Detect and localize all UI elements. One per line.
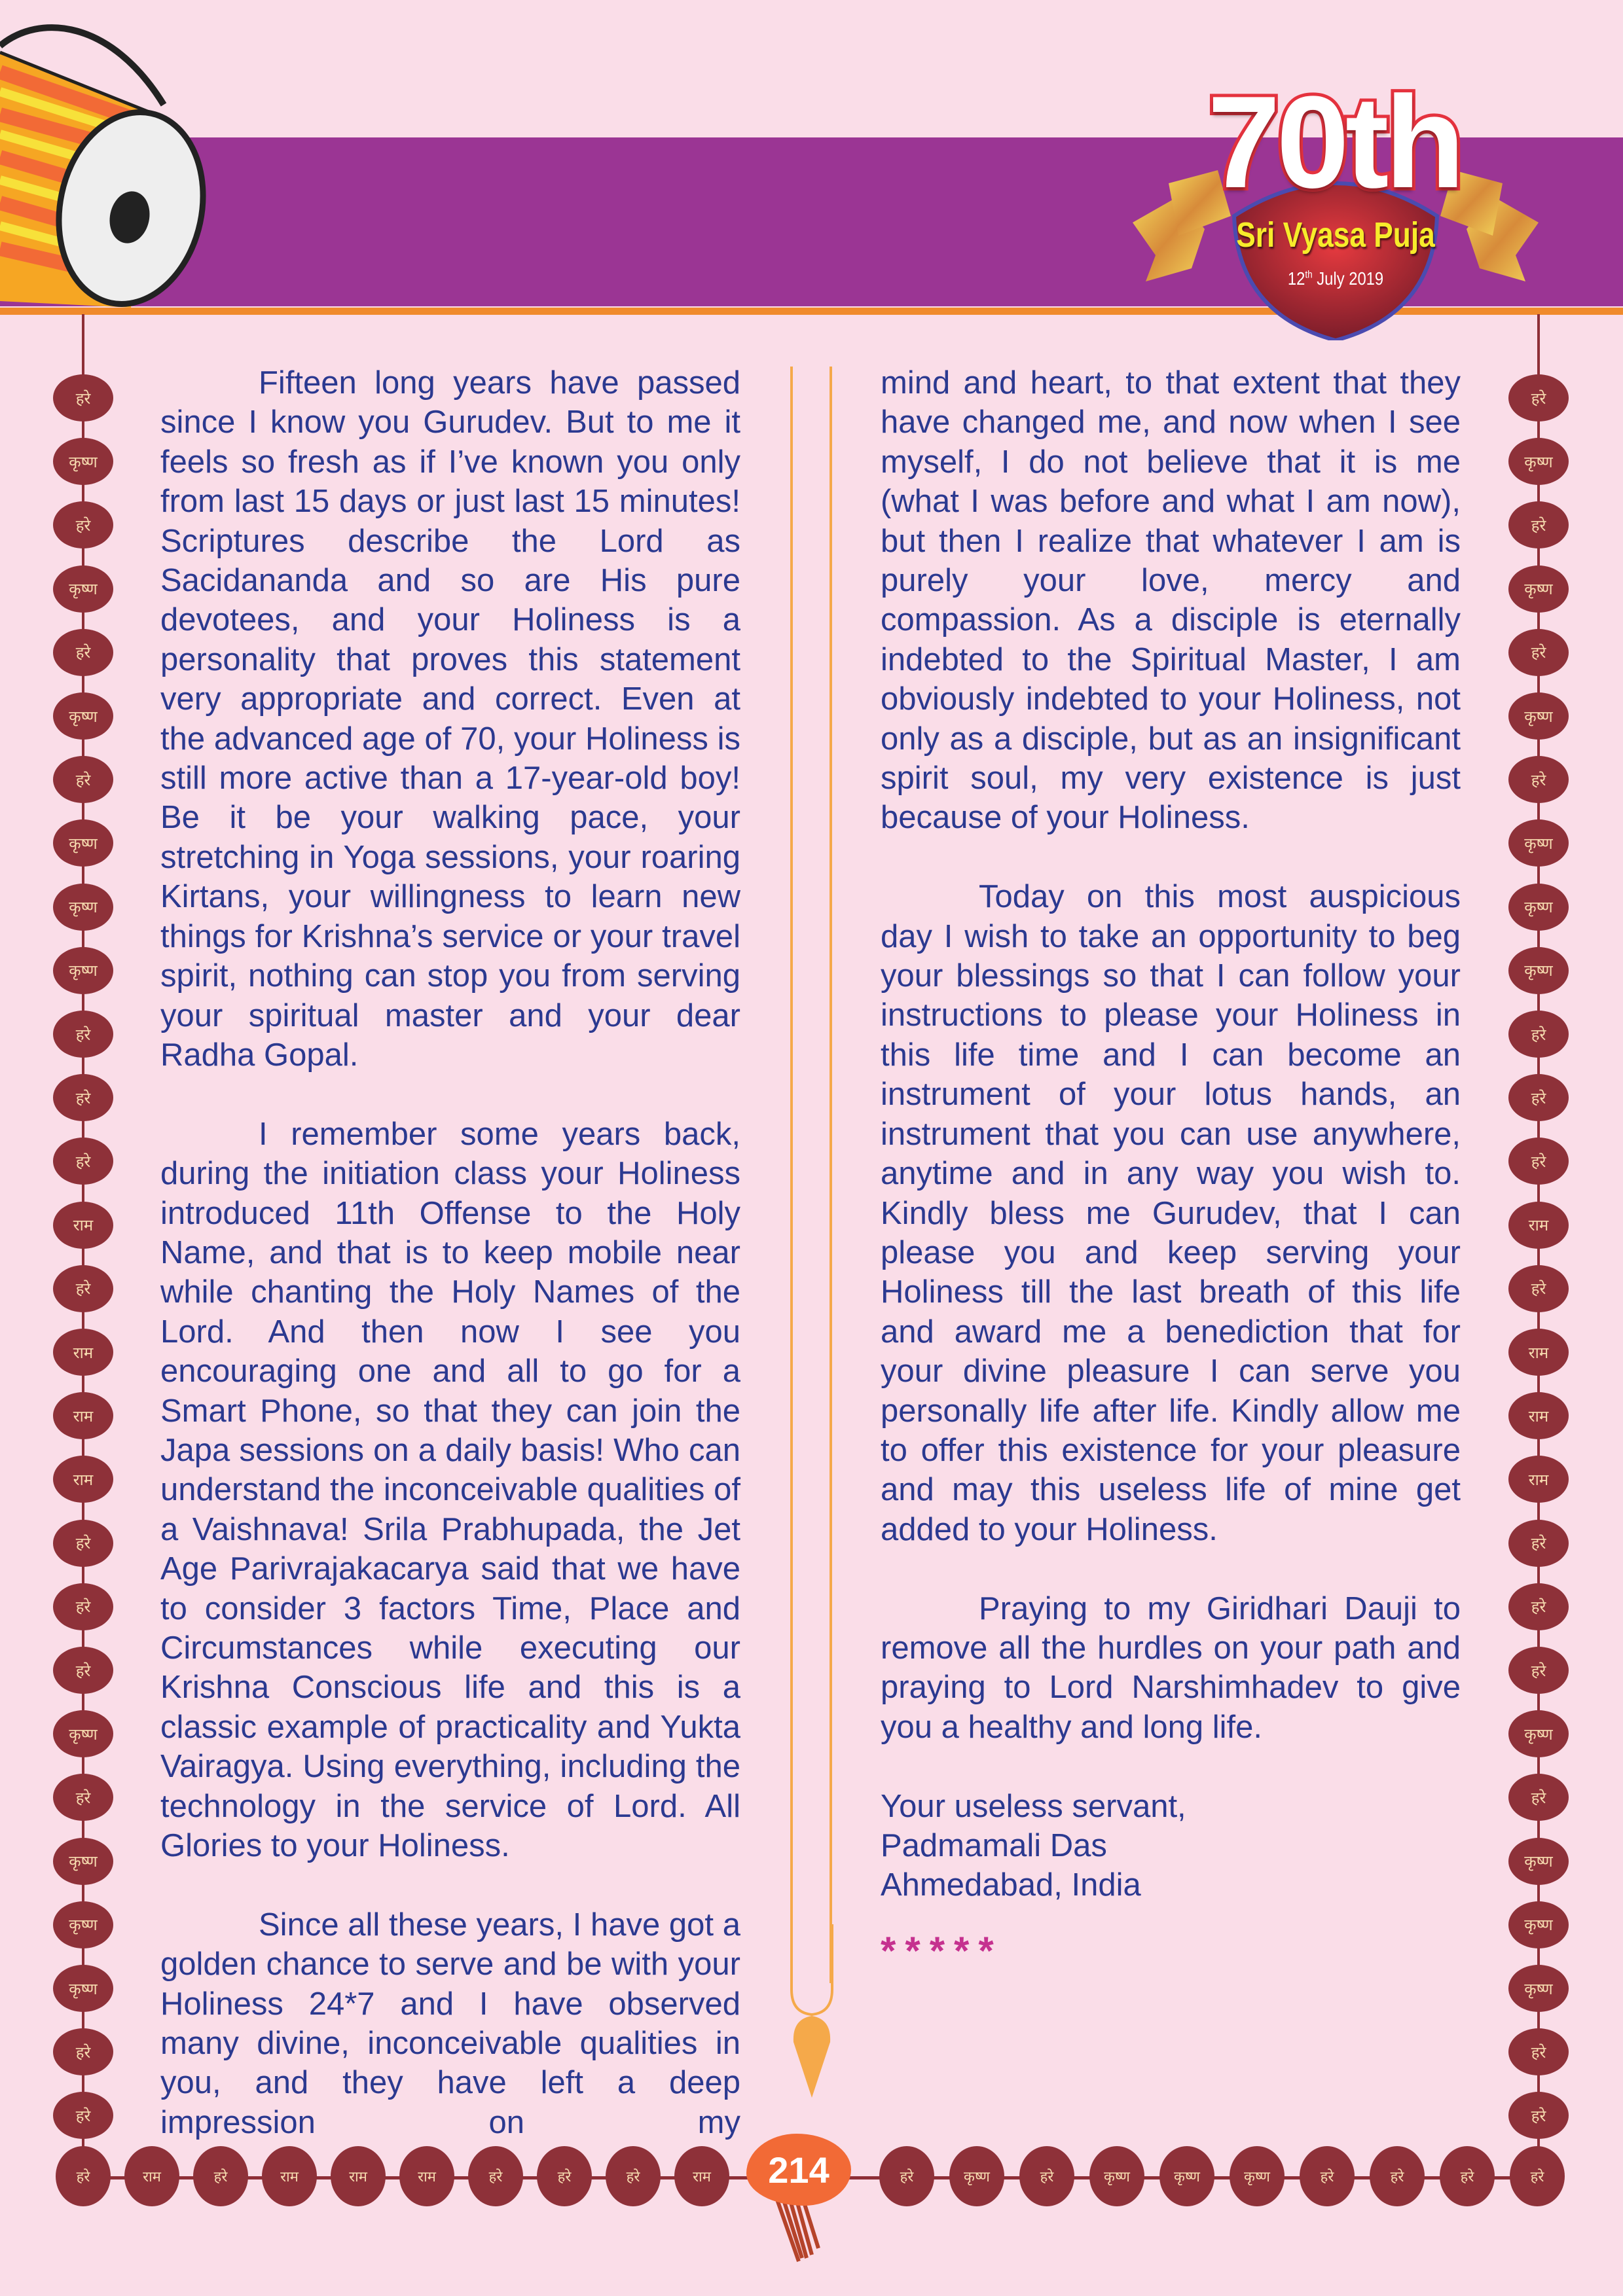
bead: हरे [879, 2146, 934, 2206]
bead: हरे [53, 1647, 113, 1694]
bead: हरे [1440, 2146, 1495, 2206]
bead: हरे [1508, 756, 1569, 803]
bead: हरे [537, 2146, 592, 2206]
author-location: Ahmedabad, India [881, 1867, 1141, 1903]
paragraph: I remember some years back, during the initiation class your Holiness introduced 11th Offense to the Holy Name, and that is to keep mobile near while chanting the Holy Names of the Lord. And then now I see you encouraging one and all to go for a Smart Phone, so that they can join the Japa sessions on a daily basis! Who can understand the inconceivable qualities of a Vaishnava! Srila Prabhupada, the Jet Age Parivrajakacarya said that we have to consider 3 factors Time, Place and Circumstances while executing our Krishna Conscious life and this is a classic example of practicality and Yukta Vairagya. Using everything, including the technology in the service of Lord. All Glories to your Holiness. [160, 1116, 740, 1864]
center-divider-left [790, 367, 793, 1983]
bead: हरे [53, 1520, 113, 1567]
bead: हरे [1508, 1265, 1569, 1312]
bead: कृष्ण [53, 565, 113, 613]
page-number: 214 [746, 2134, 851, 2206]
badge-date [1141, 268, 1531, 289]
bead: राम [1508, 1329, 1569, 1376]
badge-title: Sri Vyasa Puja [1236, 215, 1435, 255]
bead: हरे [53, 1074, 113, 1121]
bead: राम [53, 1456, 113, 1503]
closing-stars: ***** [881, 1928, 1003, 1973]
bead: कृष्ण [949, 2146, 1004, 2206]
bead: कृष्ण [1508, 692, 1569, 740]
bead: राम [262, 2146, 317, 2206]
bead: राम [53, 1392, 113, 1439]
article-right-column [881, 363, 1461, 1971]
bead: हरे [1508, 1774, 1569, 1821]
bead: राम [1508, 1202, 1569, 1249]
bead: कृष्ण [1230, 2146, 1285, 2206]
bead: कृष्ण [1508, 1965, 1569, 2012]
bead: हरे [1019, 2146, 1074, 2206]
bead: कृष्ण [1508, 565, 1569, 613]
bead: हरे [53, 374, 113, 422]
bead: हरे [1508, 1074, 1569, 1121]
bead: हरे [53, 756, 113, 803]
bead: हरे [468, 2146, 523, 2206]
bead: कृष्ण [53, 947, 113, 994]
article-left-column [160, 363, 740, 2182]
bead: हरे [53, 1265, 113, 1312]
badge-date-suffix: th [1305, 269, 1313, 281]
bead: राम [124, 2146, 179, 2206]
bead: हरे [1370, 2146, 1425, 2206]
bead: राम [399, 2146, 454, 2206]
bead: कृष्ण [53, 692, 113, 740]
badge-date-day: 12 [1287, 268, 1305, 289]
bead: राम [1508, 1392, 1569, 1439]
bead: कृष्ण [1508, 819, 1569, 867]
bead: राम [331, 2146, 386, 2206]
page-number-ornament [746, 2134, 851, 2265]
bead: हरे [1508, 501, 1569, 548]
bead: हरे [193, 2146, 248, 2206]
bead: कृष्ण [1508, 884, 1569, 931]
author-name: Padmamali Das [881, 1827, 1107, 1863]
bead: कृष्ण [1508, 438, 1569, 485]
bead: कृष्ण [1508, 1901, 1569, 1948]
paragraph-continuation: mind and heart, to that extent that they have changed me, and now when I see myself, I do not believe that it is me (what I was before and what I am now), but then I realize that whatever I am is purely your love, mercy and compassion. As a disciple is eternally indebted to the Spiritual Master, I am obviously indebted to your Holiness, not only as a disciple, but as an insignificant spirit soul, my very existence is just because of your Holiness. [881, 365, 1461, 836]
bead: हरे [1508, 374, 1569, 422]
bead: हरे [53, 501, 113, 548]
bead: हरे [1508, 2028, 1569, 2075]
paragraph: Since all these years, I have got a golden chance to serve and be with your Holiness 24*7 and I have observed many divine, inconceivable qualities in you, and they have left a deep impression on my [160, 1907, 740, 2140]
bead: कृष्ण [1508, 1710, 1569, 1757]
bead: हरे [1508, 1011, 1569, 1058]
mridanga-drum-illustration [0, 0, 223, 314]
bead: हरे [1508, 1583, 1569, 1630]
bead: हरे [1508, 1520, 1569, 1567]
bead: हरे [1508, 1647, 1569, 1694]
bead: हरे [53, 2092, 113, 2139]
bead: हरे [53, 2028, 113, 2075]
bead: हरे [53, 1011, 113, 1058]
bead: कृष्ण [53, 1710, 113, 1757]
bead: कृष्ण [1089, 2146, 1144, 2206]
center-divider-right [830, 367, 832, 1983]
bead: हरे [53, 629, 113, 676]
bead: हरे [1508, 629, 1569, 676]
bead: हरे [1300, 2146, 1355, 2206]
signoff: Your useless servant, [881, 1788, 1186, 1824]
bead: हरे [606, 2146, 661, 2206]
anniversary-badge [1106, 65, 1565, 340]
bead: राम [1508, 1456, 1569, 1503]
bead: कृष्ण [1508, 1838, 1569, 1885]
bead: कृष्ण [53, 819, 113, 867]
bead: राम [53, 1202, 113, 1249]
paragraph: Fifteen long years have passed since I know you Gurudev. But to me it feels so fresh as if I’ve known you only from last 15 days or just last 15 minutes! Scriptures describe the Lord as Sacidananda and so are His pure devotees, and your Holiness is a personality that proves this statement very appropriate and correct. Even at the advanced age of 70, your Holiness is still more active than a 17-year-old boy! Be it be your walking pace, your stretching in Yoga sessions, your roaring Kirtans, your willingness to learn new things for Krishna’s service or your travel spirit, nothing can stop you from serving your spiritual master and your dear Radha Gopal. [160, 365, 740, 1073]
bead: हरे [1508, 2092, 1569, 2139]
bead: कृष्ण [1159, 2146, 1214, 2206]
bead: हरे [53, 1138, 113, 1185]
badge-date-rest: July 2019 [1312, 268, 1384, 289]
bead: कृष्ण [53, 1838, 113, 1885]
badge-number: 70th [1207, 69, 1461, 215]
pendant-ornament [779, 1924, 845, 2108]
paragraph: Praying to my Giridhari Dauji to remove all the hurdles on your path and praying to Lord Narshimhadev to give you a healthy and long life. [881, 1590, 1461, 1745]
bead: कृष्ण [53, 884, 113, 931]
bead: कृष्ण [53, 1901, 113, 1948]
bead: हरे [53, 1583, 113, 1630]
bead: कृष्ण [1508, 947, 1569, 994]
paragraph: Today on this most auspicious day I wish to take an opportunity to beg your blessings so that I can follow your instructions to please your Holiness in this life time and I can become an instrument of your lotus hands, an instrument that you can use anywhere, anytime and in any way you wish to. Kindly bless me Gurudev, that I can please you and keep serving your Holiness till the last breath of this life and award me a benediction that for your divine pleasure I can serve you personally life after life. Kindly allow me to offer this existence for your pleasure and may this useless life of mine get added to your Holiness. [881, 879, 1461, 1547]
bead: हरे [1510, 2146, 1565, 2206]
bead: राम [53, 1329, 113, 1376]
bead: कृष्ण [53, 438, 113, 485]
bead: हरे [53, 1774, 113, 1821]
bead: राम [674, 2146, 729, 2206]
bead: कृष्ण [53, 1965, 113, 2012]
bead: हरे [1508, 1138, 1569, 1185]
bead: हरे [56, 2146, 111, 2206]
